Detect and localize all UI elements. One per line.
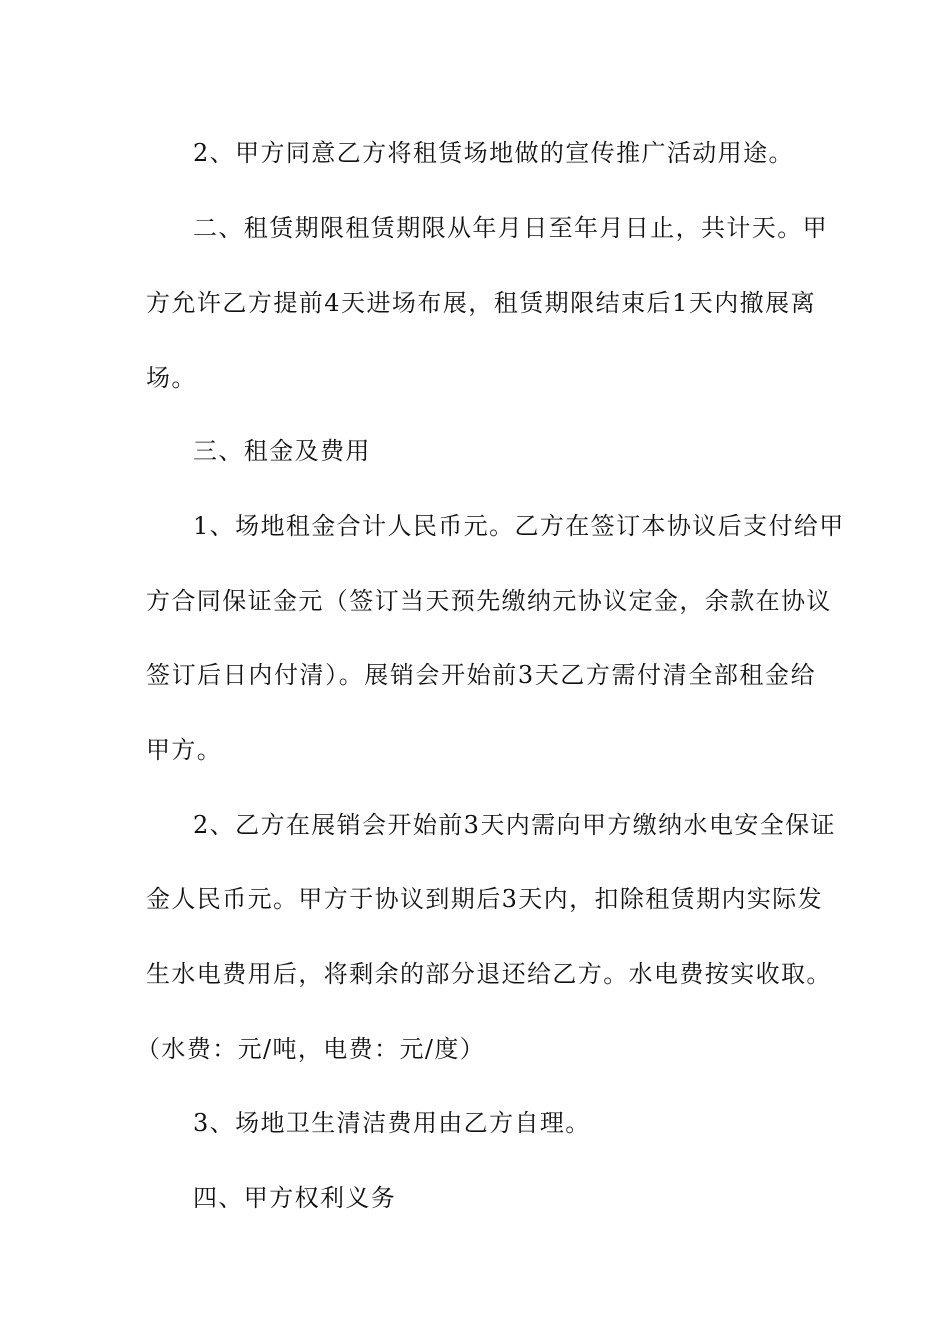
paragraph-line: 二、租赁期限租赁期限从年月日至年月日止，共计天。甲 (193, 214, 828, 242)
paragraph-line: 2、甲方同意乙方将租赁场地做的宣传推广活动用途。 (193, 139, 794, 167)
paragraph-line: 2、乙方在展销会开始前3天内需向甲方缴纳水电安全保证 (193, 811, 836, 839)
paragraph-line: （水费：元/吨，电费：元/度） (136, 1035, 486, 1063)
paragraph-line: 场。 (146, 364, 197, 392)
paragraph-line: 1、场地租金合计人民币元。乙方在签订本协议后支付给甲 (193, 512, 845, 540)
paragraph-line: 3、场地卫生清洁费用由乙方自理。 (193, 1109, 591, 1137)
section-heading: 四、甲方权利义务 (193, 1184, 397, 1212)
paragraph-line: 甲方。 (146, 736, 223, 764)
paragraph-line: 签订后日内付清）。展销会开始前3天乙方需付清全部租金给 (146, 661, 816, 689)
paragraph-line: 方合同保证金元（签订当天预先缴纳元协议定金，余款在协议 (146, 587, 832, 615)
paragraph-line: 方允许乙方提前4天进场布展，租赁期限结束后1天内撤展离 (146, 289, 816, 317)
paragraph-line: 金人民币元。甲方于协议到期后3天内，扣除租赁期内实际发 (146, 885, 824, 913)
section-heading: 三、租金及费用 (193, 437, 371, 465)
paragraph-line: 生水电费用后，将剩余的部分退还给乙方。水电费按实收取。 (146, 960, 832, 988)
